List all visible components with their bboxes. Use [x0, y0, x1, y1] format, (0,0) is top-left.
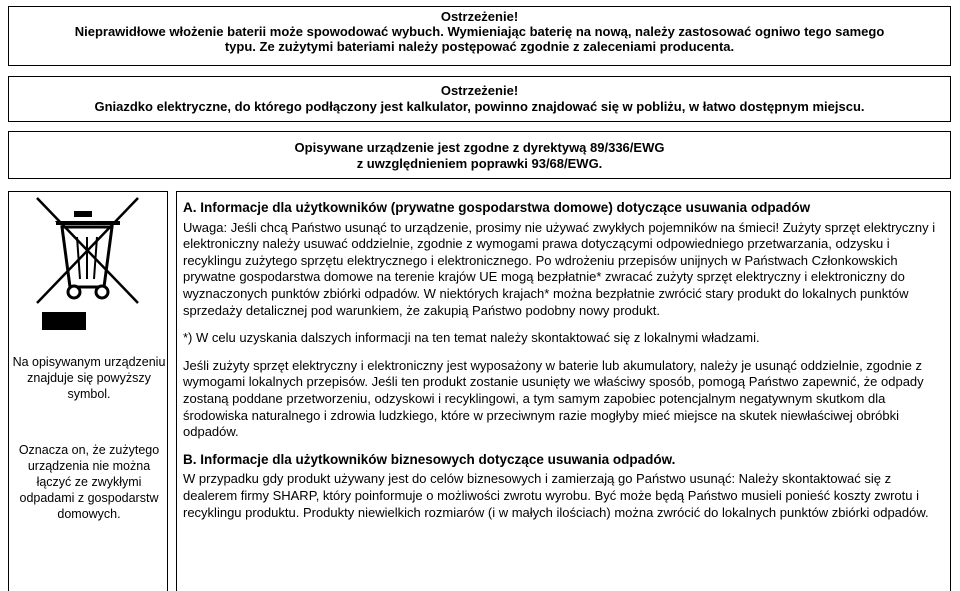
- battery-warning-box: [8, 6, 951, 66]
- warning-title: Ostrzeżenie!: [440, 9, 519, 24]
- warning-text: Gniazdko elektryczne, do którego podłączony jest kalkulator, powinno znajdować się w pobliżu, w łatwo dostępnym miejscu.: [94, 99, 865, 114]
- warning-title: Ostrzeżenie!: [440, 83, 519, 98]
- directive-line2: z uwzględnieniem poprawki 93/68/EWG.: [356, 156, 603, 171]
- section-b-paragraph: W przypadku gdy produkt używany jest do celów biznesowych i zamierzają go Państwo usunąć: Należy skontaktować się z dealerem firmy SHARP, który poinformuje o możliwości zwrotu wyrobu. Być może będą Państwo musieli ponieść koszty zwrotu i recyklingu produktu. Produkty niewielkich rozmiarów (i w małych ilościach) można zwrócić do lokalnych punktów zbiórki odpadów.: [183, 471, 929, 520]
- section-a-paragraph-2: Jeśli zużyty sprzęt elektryczny i elektroniczny jest wyposażony w baterie lub akumulatory, należy je usunąć oddzielnie, zgodnie z wymogami lokalnych przepisów. Jeśli ten produkt zostanie usunięty we właściwy sposób, pomogą Państwo zapewnić, że odpady zostaną poddane przetworzeniu, odzyskowi i recyklingowi, a tym samym zapobiec potencjalnym negatywnym skutkom dla środowiska naturalnego i zdrowia ludzkiego, które w przeciwnym razie mogłyby mieć miejsce na skutek niewłaściwej obróbki odpadów.: [183, 357, 924, 440]
- section-a-footnote: *) W celu uzyskania dalszych informacji na ten temat należy skontaktować się z lokalnymi władzami.: [183, 330, 760, 346]
- section-b-title: B. Informacje dla użytkowników biznesowych dotyczące usuwania odpadów.: [183, 451, 676, 467]
- weee-sidebar: [8, 191, 168, 591]
- socket-warning-box: [8, 76, 951, 122]
- symbol-meaning: Oznacza on, że zużytego urządzenia nie można łączyć ze zwykłymi odpadami z gospodarstw domowych.: [18, 443, 160, 521]
- disposal-information: [176, 191, 951, 591]
- warning-text-line2: typu. Ze zużytymi bateriami należy postępować zgodnie z zaleceniami producenta.: [224, 39, 735, 54]
- section-a-paragraph-1: Uwaga: Jeśli chcą Państwo usunąć to urządzenie, prosimy nie używać zwykłych pojemników na śmieci! Zużyty sprzęt elektryczny i elektroniczny należy usuwać oddzielnie, zgodnie z wymogami prawa dotyczącymi odpowiedniego przetwarzania, odzysku i recyklingu zużytego sprzętu elektrycznego i elektronicznego. Po wdrożeniu przepisów unijnych w Państwach Członkowskich prywatne gospodarstwa domowe na terenie krajów UE mogą bezpłatnie* zwracać zużyty sprzęt elektryczny i elektroniczny do wyznaczonych punktów zbiórki odpadów. W niektórych krajach* można bezpłatnie zwrócić stary produkt do lokalnych punktów sprzedaży detalicznej pod warunkiem, że zakupią Państwo podobny nowy produkt.: [183, 219, 936, 318]
- symbol-description: Na opisywanym urządzeniu znajduje się powyższy symbol.: [12, 355, 166, 401]
- section-a-title: A. Informacje dla użytkowników (prywatne gospodarstwa domowe) dotyczące usuwania odpadów: [183, 200, 811, 215]
- directive-line1: Opisywane urządzenie jest zgodne z dyrektywą 89/336/EWG: [294, 140, 665, 155]
- directive-box: [8, 131, 951, 179]
- symbol-underline-bar: [42, 312, 86, 330]
- warning-text-line1: Nieprawidłowe włożenie baterii może spowodować wybuch. Wymieniając baterię na nową, należy zastosować ogniwo tego samego: [74, 24, 885, 39]
